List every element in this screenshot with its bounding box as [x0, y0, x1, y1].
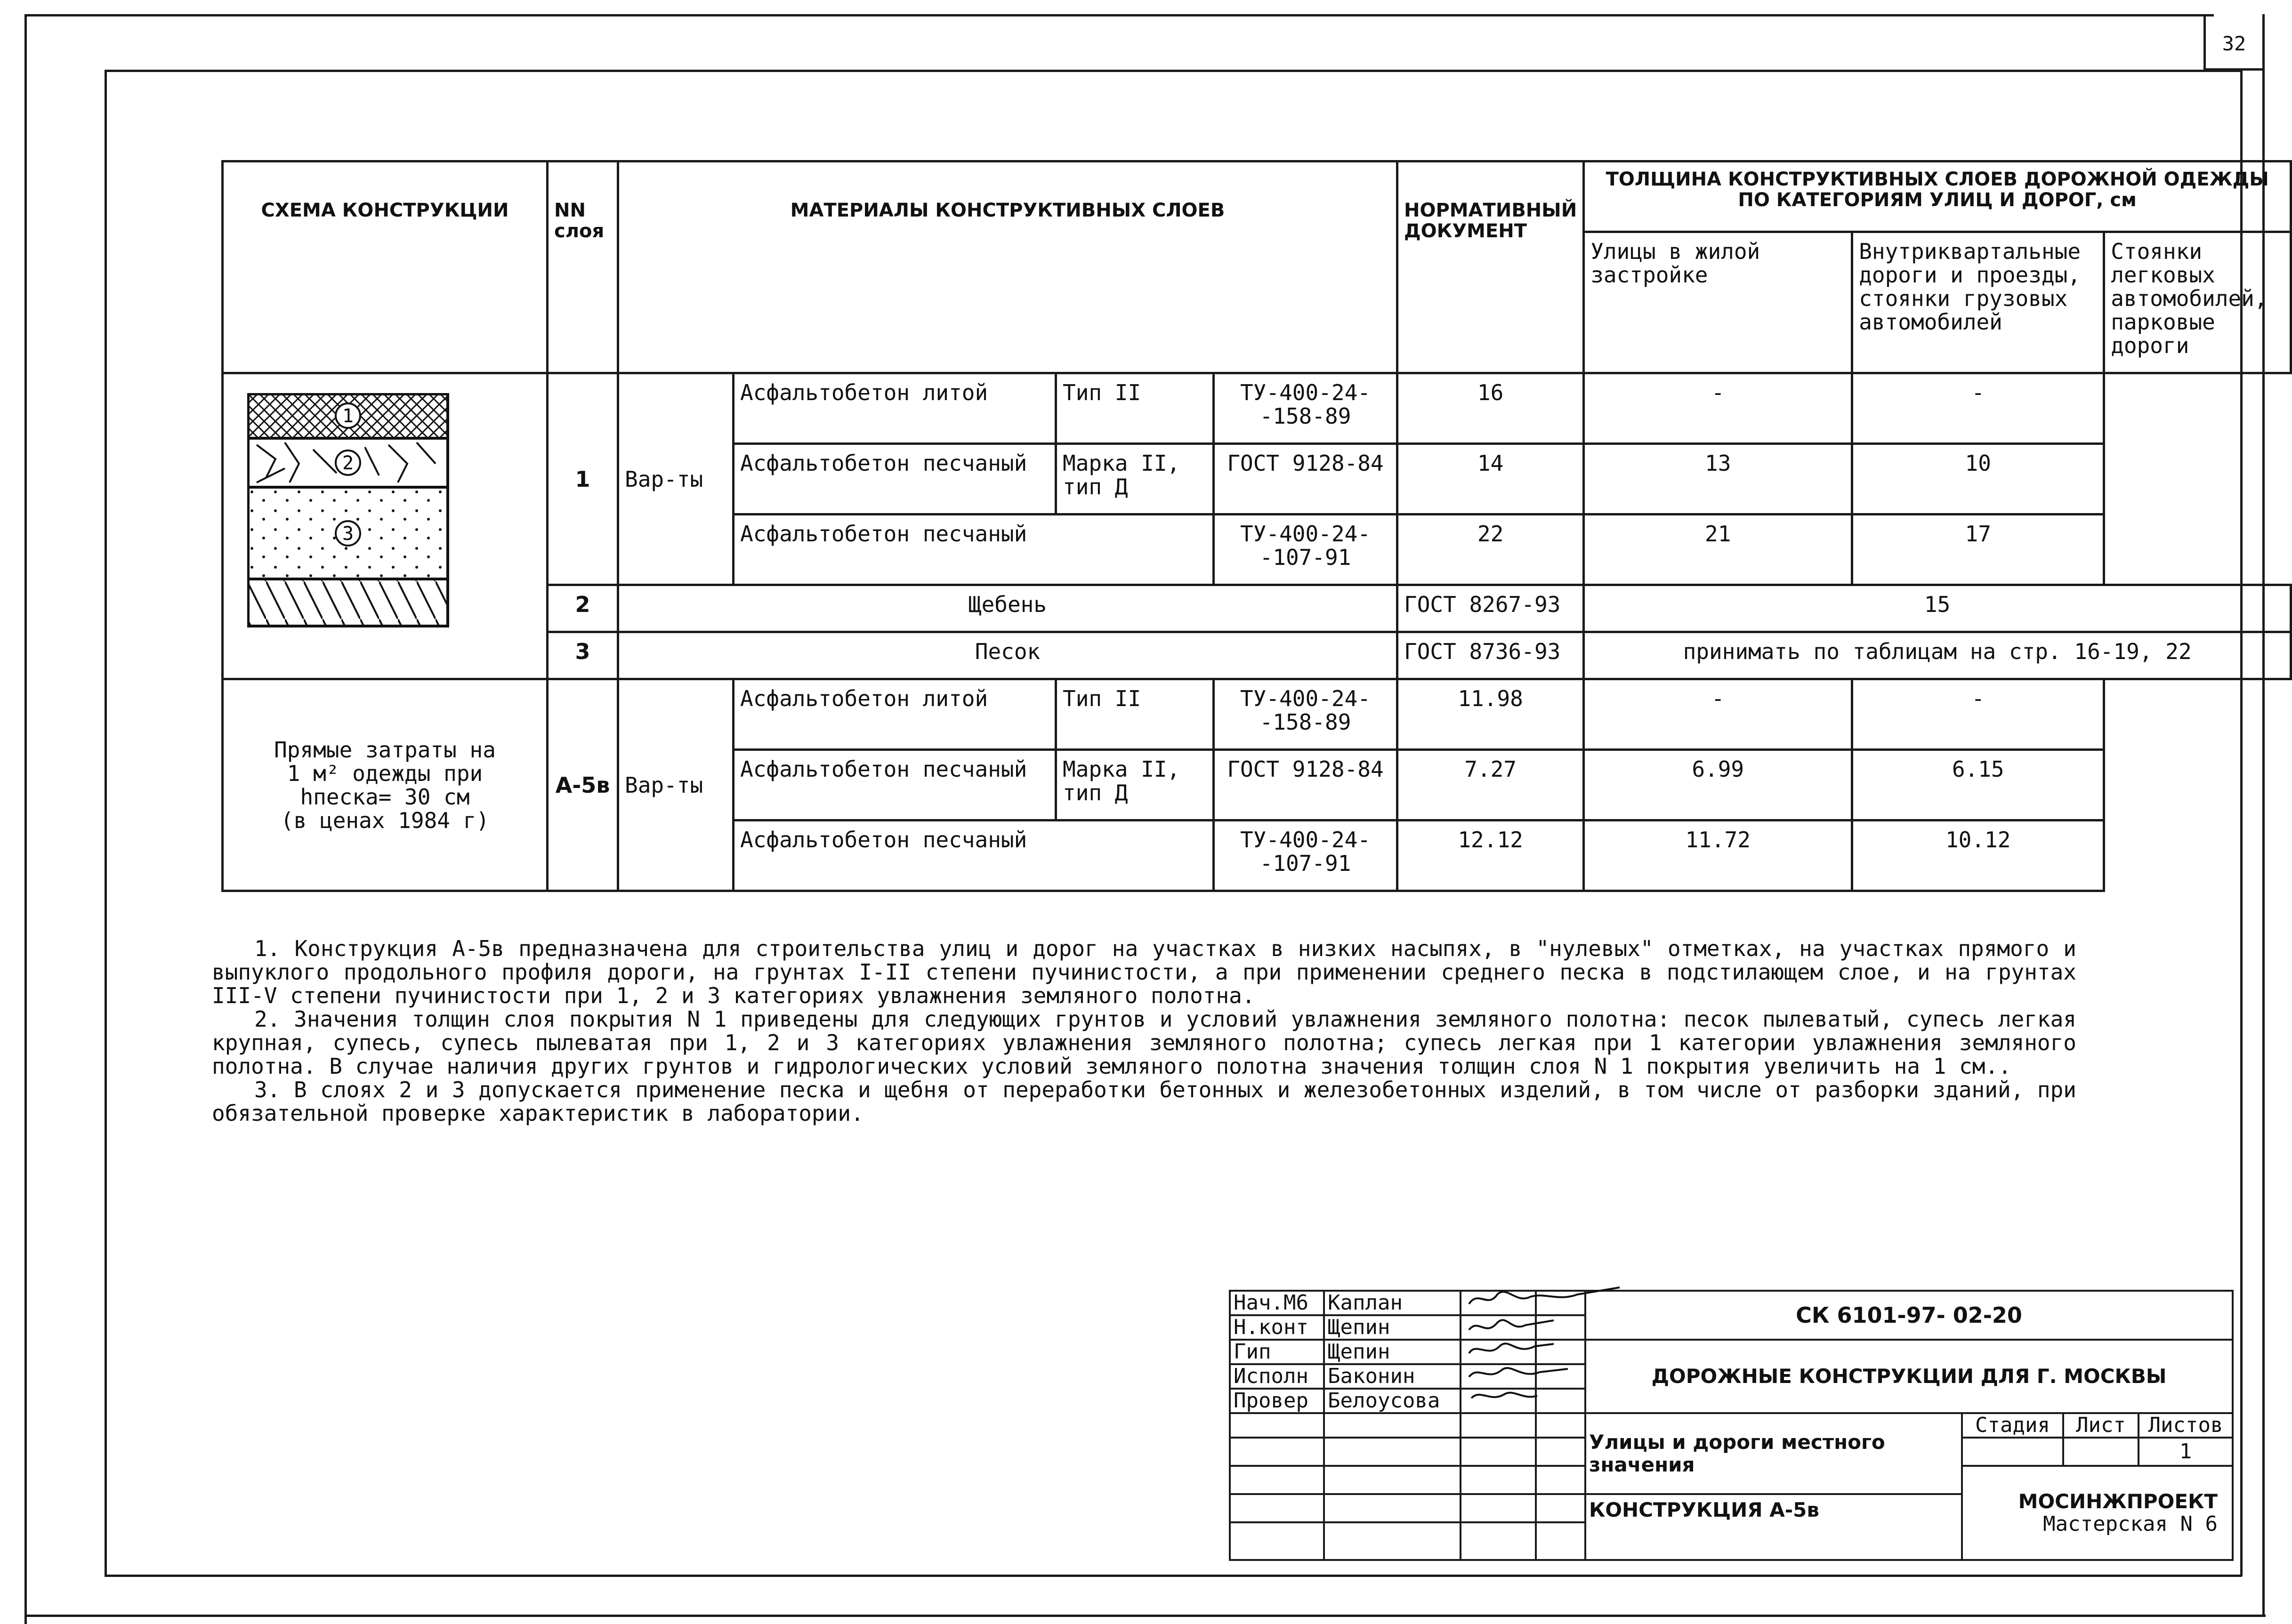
note-3: 3. В слоях 2 и 3 допускается применение песка и щебня от переработки бетонных и железобетонных изделий, в том числе от разборки зданий, при обязательной проверке характеристик в лаборатории. — [212, 1077, 2076, 1126]
costs-row2-v3: 6.15 — [1852, 750, 2104, 820]
costs-row2-material: Асфальтобетон песчаный — [734, 750, 1056, 820]
construction-table — [221, 160, 2292, 892]
layer2-no: 2 — [548, 585, 618, 632]
layer1-row3-doc: ТУ-400-24--107-91 — [1214, 515, 1397, 585]
costs-row2-v1: 7.27 — [1397, 750, 1584, 820]
frame-left-outer — [24, 14, 27, 1624]
pavement-scheme-drawing — [247, 393, 450, 628]
scheme-label-2: 2 — [342, 452, 354, 474]
header-materials: МАТЕРИАЛЫ КОНСТРУКТИВНЫХ СЛОЕВ — [618, 161, 1397, 373]
stamp-name-5: Белоусова — [1324, 1389, 1461, 1413]
stamp-empty-sign-9 — [1461, 1494, 1536, 1522]
layer1-row1-v1: 16 — [1397, 373, 1584, 444]
stamp-empty-date-9 — [1536, 1494, 1585, 1522]
layer1-row1-v3: - — [1852, 373, 2104, 444]
layer3-no: 3 — [548, 632, 618, 679]
stamp-stage-label: Стадия — [1962, 1413, 2063, 1438]
stamp-sheets-label: Листов — [2139, 1413, 2233, 1438]
notes-block — [212, 937, 2076, 1125]
layer1-row2-v2: 13 — [1584, 444, 1852, 515]
stamp-role-5: Провер — [1230, 1389, 1324, 1413]
stamp-role-3: Гип — [1230, 1340, 1324, 1364]
layer1-row2-v3: 10 — [1852, 444, 2104, 515]
header-thickness: ТОЛЩИНА КОНСТРУКТИВНЫХ СЛОЕВ ДОРОЖНОЙ ОДЕЖДЫ ПО КАТЕГОРИЯМ УЛИЦ И ДОРОГ, см — [1584, 161, 2291, 232]
layer1-row1-doc: ТУ-400-24--158-89 — [1214, 373, 1397, 444]
frame-inner-bottom — [105, 1575, 2242, 1577]
costs-row1-type: Тип II — [1056, 679, 1214, 750]
layer1-row2-material: Асфальтобетон песчаный — [734, 444, 1056, 515]
layer1-row3-material: Асфальтобетон песчаный — [734, 515, 1214, 585]
page-number: 32 — [2222, 32, 2246, 55]
stamp-empty-role-6 — [1230, 1413, 1324, 1438]
scheme-label-1: 1 — [342, 405, 354, 427]
stamp-name-3: Щепин — [1324, 1340, 1461, 1364]
title-block — [1229, 1290, 2234, 1561]
stamp-workshop: Мастерская N 6 — [2043, 1512, 2218, 1536]
costs-caption-line2: 1 м² одежды при — [287, 760, 483, 786]
stamp-name-4: Баконин — [1324, 1364, 1461, 1389]
costs-caption-line1: Прямые затраты на — [274, 737, 496, 763]
stamp-empty-sign-7 — [1461, 1438, 1536, 1466]
stamp-code: СК 6101-97- 02-20 — [1585, 1291, 2233, 1340]
stamp-empty-name-6 — [1324, 1413, 1461, 1438]
stamp-empty-date-8 — [1536, 1466, 1585, 1494]
stamp-empty-role-7 — [1230, 1438, 1324, 1466]
layer1-row2-doc: ГОСТ 9128-84 — [1214, 444, 1397, 515]
layer1-row2-v1: 14 — [1397, 444, 1584, 515]
stamp-empty-name-10 — [1324, 1522, 1461, 1560]
header-col-residential: Улицы в жилой застройке — [1584, 232, 1852, 373]
stamp-empty-sign-8 — [1461, 1466, 1536, 1494]
costs-row2-doc: ГОСТ 9128-84 — [1214, 750, 1397, 820]
costs-row1-material: Асфальтобетон литой — [734, 679, 1056, 750]
stamp-org-cell — [1962, 1466, 2233, 1560]
header-layer-no: NN слоя — [548, 161, 618, 373]
header-col-intra: Внутриквартальные дороги и проезды, стоянки грузовых автомобилей — [1852, 232, 2104, 373]
stamp-empty-sign-10 — [1461, 1522, 1536, 1560]
layer1-no: 1 — [548, 373, 618, 585]
costs-row1-doc: ТУ-400-24--158-89 — [1214, 679, 1397, 750]
note-1: 1. Конструкция А-5в предназначена для строительства улиц и дорог на участках в низких насыпях, в "нулевых" отметках, на участках прямого и выпуклого продольного профиля дороги, на грунтах I-II степени пучинистости, а при применении среднего песка в подстилающем слое, и на грунтах III-V степени пучинистости при 1, 2 и 3 категориях увлажнения земляного полотна. — [212, 936, 2076, 1008]
stamp-role-4: Исполн — [1230, 1364, 1324, 1389]
frame-top-outer — [24, 14, 2214, 16]
layer1-row1-type: Тип II — [1056, 373, 1214, 444]
costs-row3-material: Асфальтобетон песчаный — [734, 820, 1214, 891]
frame-inner-left — [105, 70, 107, 1576]
scheme-label-3: 3 — [342, 523, 354, 545]
stamp-empty-name-9 — [1324, 1494, 1461, 1522]
layer3-doc: ГОСТ 8736-93 — [1397, 632, 1584, 679]
stamp-empty-date-10 — [1536, 1522, 1585, 1560]
costs-row1-v2: - — [1584, 679, 1852, 750]
costs-variants: Вар-ты — [618, 679, 734, 891]
layer1-row1-v2: - — [1584, 373, 1852, 444]
stamp-stage-value — [1962, 1438, 2063, 1466]
header-col-parking: Стоянки легковых автомобилей, парковые дороги — [2104, 232, 2291, 373]
layer2-doc: ГОСТ 8267-93 — [1397, 585, 1584, 632]
stamp-empty-name-7 — [1324, 1438, 1461, 1466]
layer3-material: Песок — [618, 632, 1397, 679]
costs-row3-v1: 12.12 — [1397, 820, 1584, 891]
stamp-sheet-value — [2063, 1438, 2139, 1466]
stamp-name-2: Щепин — [1324, 1315, 1461, 1340]
stamp-empty-role-8 — [1230, 1466, 1324, 1494]
note-2: 2. Значения толщин слоя покрытия N 1 приведены для следующих грунтов и условий увлажнения земляного полотна: песок пылеватый, супесь легкая крупная, супесь, супесь пылеватая при 1, 2 и 3 категориях увлажнения земляного полотна; супесь легкая при 1 категории увлажнения земляного полотна. В случае наличия других грунтов и гидрологических условий земляного полотна значения толщин слоя N 1 покрытия увеличить на 1 см.. — [212, 1006, 2076, 1079]
costs-row1-v3: - — [1852, 679, 2104, 750]
costs-row2-type: Марка II, тип Д — [1056, 750, 1214, 820]
header-norm-doc: НОРМАТИВНЫЙ ДОКУМЕНТ — [1397, 161, 1584, 373]
stamp-name-1: Каплан — [1324, 1291, 1461, 1315]
costs-row2-v2: 6.99 — [1584, 750, 1852, 820]
stamp-empty-date-7 — [1536, 1438, 1585, 1466]
costs-caption — [223, 679, 548, 891]
costs-row3-v3: 10.12 — [1852, 820, 2104, 891]
stamp-title: ДОРОЖНЫЕ КОНСТРУКЦИИ ДЛЯ Г. МОСКВЫ — [1585, 1340, 2233, 1413]
stamp-empty-role-10 — [1230, 1522, 1324, 1560]
stamp-empty-name-8 — [1324, 1466, 1461, 1494]
stamp-sheets-value: 1 — [2139, 1438, 2233, 1466]
costs-row3-v2: 11.72 — [1584, 820, 1852, 891]
stamp-role-2: Н.конт — [1230, 1315, 1324, 1340]
layer1-row3-v3: 17 — [1852, 515, 2104, 585]
costs-row1-v1: 11.98 — [1397, 679, 1584, 750]
stamp-role-1: Нач.М6 — [1230, 1291, 1324, 1315]
layer1-variants: Вар-ты — [618, 373, 734, 585]
layer1-row1-material: Асфальтобетон литой — [734, 373, 1056, 444]
stamp-subtitle: Улицы и дороги местного значения — [1585, 1413, 1962, 1494]
layer1-row3-v2: 21 — [1584, 515, 1852, 585]
costs-no: А-5в — [548, 679, 618, 891]
header-scheme: СХЕМА КОНСТРУКЦИИ — [223, 161, 548, 373]
frame-bottom-outer — [24, 1615, 2266, 1617]
layer3-value: принимать по таблицам на стр. 16-19, 22 — [1584, 632, 2291, 679]
stamp-construction: КОНСТРУКЦИЯ А-5в — [1585, 1494, 1962, 1560]
frame-inner-top — [105, 70, 2242, 72]
stamp-org: МОСИНЖПРОЕКТ — [2018, 1490, 2218, 1513]
stamp-empty-role-9 — [1230, 1494, 1324, 1522]
layer1-row2-type: Марка II, тип Д — [1056, 444, 1214, 515]
costs-caption-line4: (в ценах 1984 г) — [280, 807, 490, 833]
costs-caption-line3: hпеска= 30 см — [300, 784, 470, 810]
costs-row3-doc: ТУ-400-24--107-91 — [1214, 820, 1397, 891]
layer2-value: 15 — [1584, 585, 2291, 632]
layer2-material: Щебень — [618, 585, 1397, 632]
scheme-drawing-cell — [223, 373, 548, 679]
signatures-drawing — [1460, 1285, 1629, 1426]
stamp-sheet-label: Лист — [2063, 1413, 2139, 1438]
layer1-row3-v1: 22 — [1397, 515, 1584, 585]
